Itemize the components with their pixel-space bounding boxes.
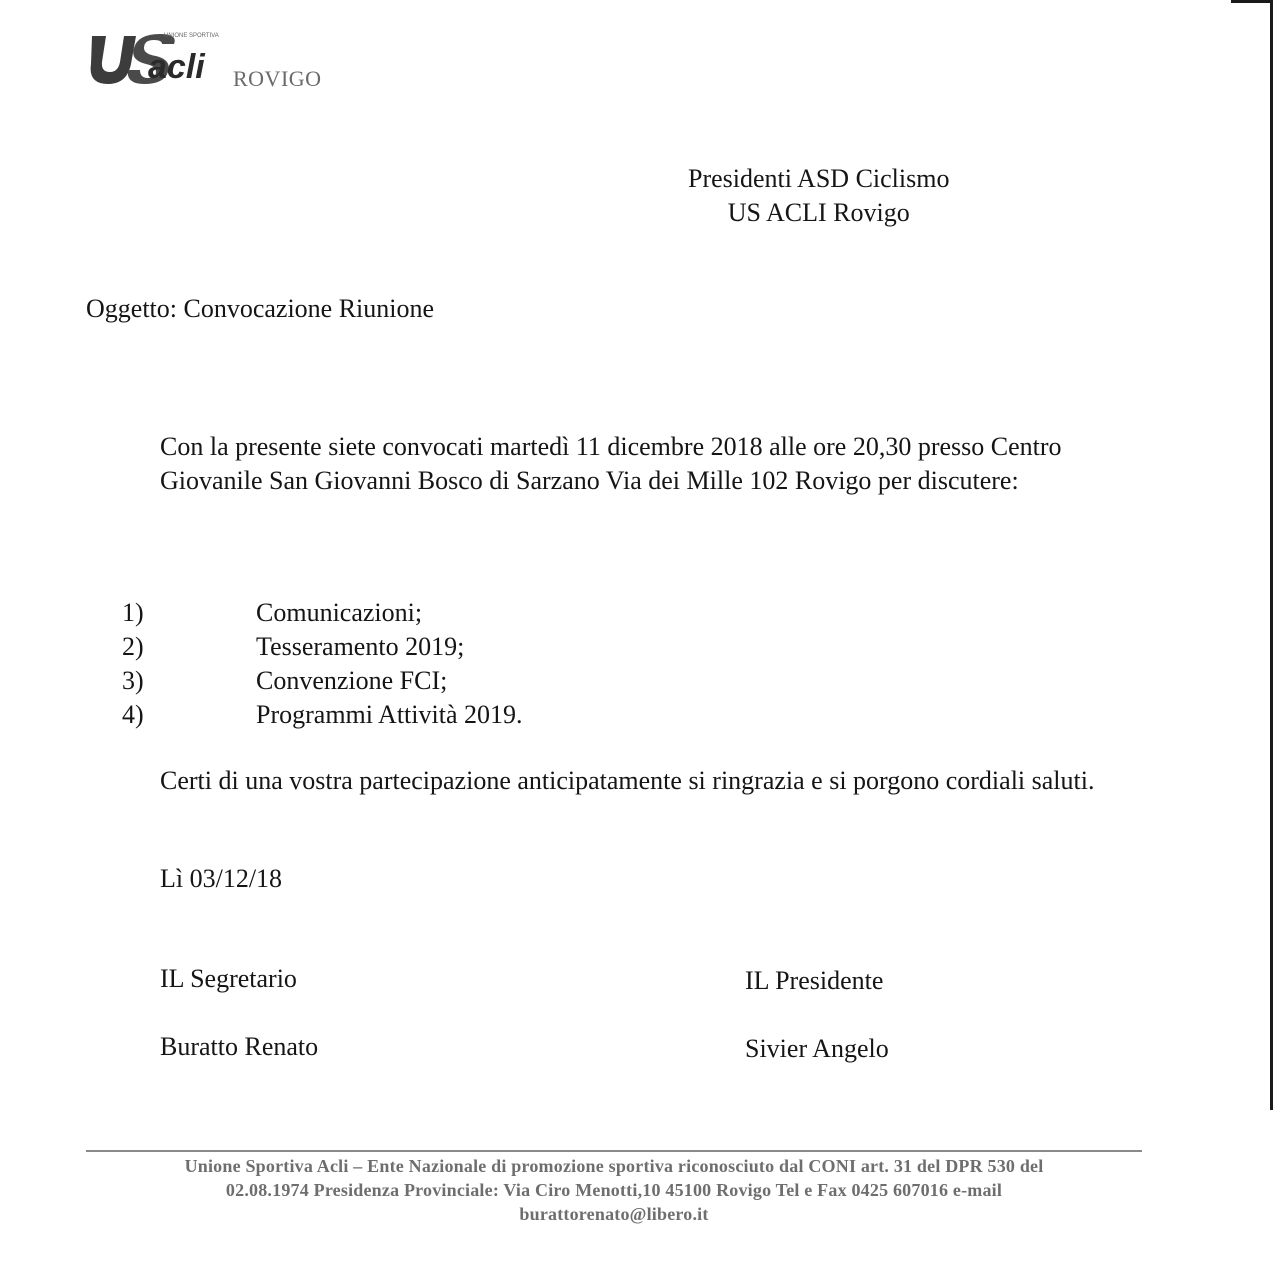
agenda-text: Comunicazioni;: [256, 598, 423, 627]
page-edge: [1231, 0, 1273, 3]
agenda-text: Programmi Attività 2019.: [256, 700, 523, 729]
letter-date: Lì 03/12/18: [160, 864, 283, 893]
agenda-text: Convenzione FCI;: [256, 666, 448, 695]
agenda-item: [122, 630, 523, 664]
agenda-item: [122, 664, 523, 698]
agenda-number: 2): [122, 632, 144, 661]
footer: [86, 1154, 1142, 1226]
footer-line-2: 02.08.1974 Presidenza Provinciale: Via Ciro Menotti,10 45100 Rovigo Tel e Fax 0425 607016 e-mail: [225, 1180, 1003, 1200]
subject-line: Oggetto: Convocazione Riunione: [86, 294, 435, 323]
recipient-line-1: Presidenti ASD Ciclismo: [688, 164, 950, 193]
closing-paragraph: Certi di una vostra partecipazione anticipatamente si ringrazia e si porgono cordiali saluti.: [160, 766, 1095, 795]
recipient-line-2: US ACLI Rovigo: [727, 198, 910, 227]
president-title: IL Presidente: [745, 966, 884, 995]
logo-small-text: UNIONE SPORTIVA: [164, 33, 219, 39]
usacli-logo-mark: [86, 28, 236, 88]
agenda-item: [122, 698, 523, 732]
secretary-name: Buratto Renato: [160, 1032, 319, 1061]
logo-city: ROVIGO: [233, 66, 322, 91]
agenda-item: [122, 596, 523, 630]
president-name: Sivier Angelo: [745, 1034, 889, 1063]
agenda-number: 1): [122, 598, 144, 627]
footer-email: burattorenato@libero.it: [519, 1204, 709, 1224]
agenda-list: [122, 596, 523, 732]
agenda-number: 3): [122, 666, 144, 695]
logo-acli-text: acli: [148, 48, 205, 86]
body-paragraph: Con la presente siete convocati martedì 11 dicembre 2018 alle ore 20,30 presso Centro Giovanile San Giovanni Bosco di Sarzano Via dei Mille 102 Rovigo per discutere:: [160, 432, 1062, 495]
agenda-text: Tesseramento 2019;: [256, 632, 465, 661]
secretary-title: IL Segretario: [160, 964, 297, 993]
footer-divider: [86, 1150, 1142, 1152]
agenda-number: 4): [122, 700, 144, 729]
footer-line-1: Unione Sportiva Acli – Ente Nazionale di promozione sportiva riconosciuto dal CONI art. 31 del DPR 530 del: [184, 1156, 1044, 1176]
recipient-block: [688, 162, 949, 230]
usacli-logo: [86, 28, 346, 92]
